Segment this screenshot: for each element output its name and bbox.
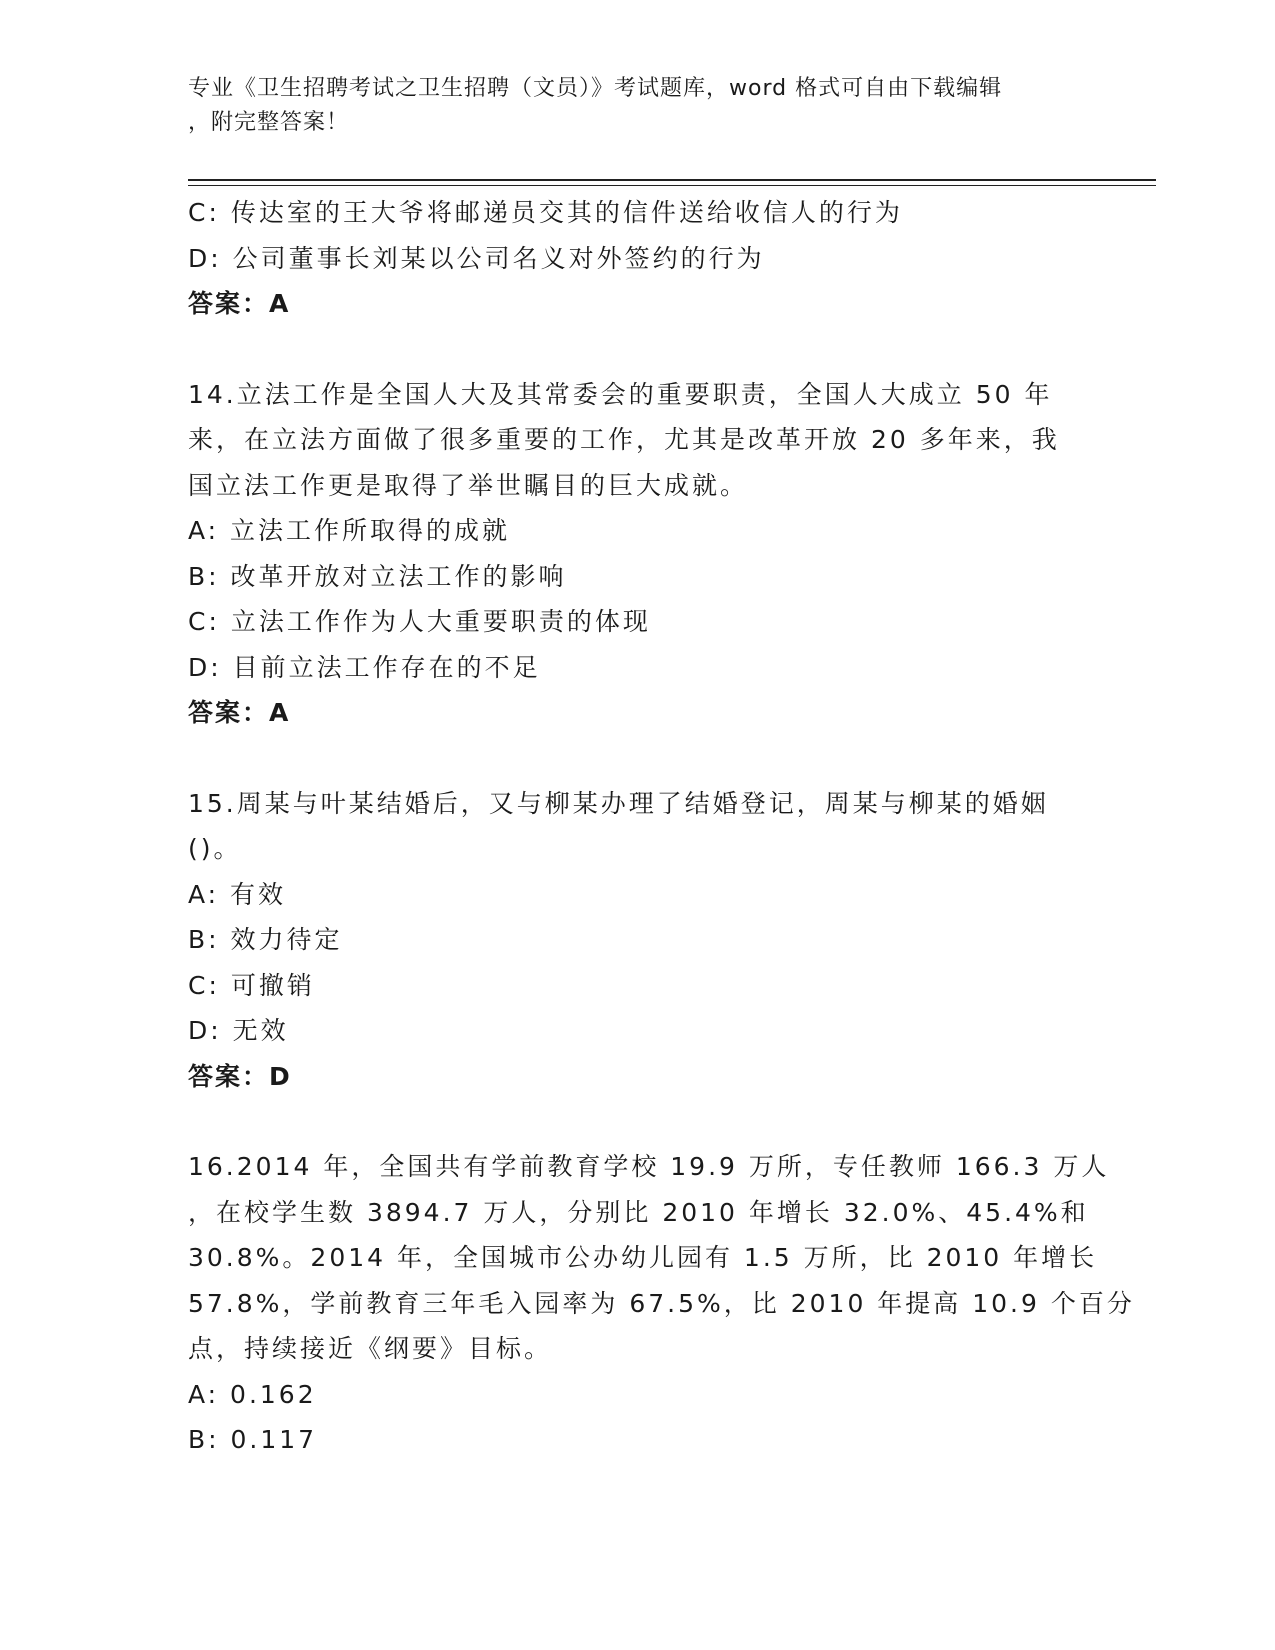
option-a: A: 立法工作所取得的成就	[188, 516, 511, 545]
question-15	[188, 781, 1078, 1100]
question-stem-line: ，在校学生数 3894.7 万人，分别比 2010 年增长 32.0%、45.4%和	[188, 1197, 1089, 1227]
option-b: B: 改革开放对立法工作的影响	[188, 561, 567, 591]
option-d: D: 公司董事长刘某以公司名义对外签约的行为	[188, 243, 765, 273]
option-a: A: 0.162	[188, 1379, 317, 1409]
header-title-line-2: ，附完整答案！	[188, 110, 350, 135]
document-header	[188, 72, 1068, 140]
question-stem-line: 14.立法工作是全国人大及其常委会的重要职责，全国人大成立 50 年	[188, 379, 1053, 409]
option-d: D: 目前立法工作存在的不足	[188, 652, 541, 682]
document-body	[188, 190, 1135, 1463]
question-stem-line: ()。	[188, 834, 242, 863]
question-stem-line: 来，在立法方面做了很多重要的工作，尤其是改革开放 20 多年来，我	[188, 425, 1060, 454]
option-b: B: 效力待定	[188, 925, 343, 954]
question-stem-line: 15.周某与叶某结婚后，又与柳某办理了结婚登记，周某与柳某的婚姻	[188, 788, 1049, 818]
header-divider-thin	[188, 185, 1156, 186]
answer-line: 答案：A	[188, 289, 291, 318]
question-stem	[188, 1144, 1135, 1372]
header-divider-thick	[188, 179, 1156, 181]
spacer	[188, 736, 1078, 781]
option-d: D: 无效	[188, 1016, 289, 1045]
spacer	[188, 327, 1078, 372]
question-stem-line: 57.8%，学前教育三年毛入园率为 67.5%，比 2010 年提高 10.9 个百分	[188, 1288, 1135, 1318]
question-stem-line: 16.2014 年，全国共有学前教育学校 19.9 万所，专任教师 166.3 万人	[188, 1152, 1110, 1181]
question-stem-line: 30.8%。2014 年，全国城市公办幼儿园有 1.5 万所，比 2010 年增长	[188, 1243, 1098, 1272]
question-stem	[188, 781, 1078, 872]
question-stem-line: 国立法工作更是取得了举世瞩目的巨大成就。	[188, 470, 749, 500]
option-c: C: 可撤销	[188, 970, 315, 1000]
option-b: B: 0.117	[188, 1425, 318, 1454]
header-title-line-1: 专业《卫生招聘考试之卫生招聘（文员）》考试题库，word 格式可自由下载编辑	[188, 76, 1003, 101]
question-16	[188, 1144, 1135, 1463]
option-a: A: 有效	[188, 879, 287, 909]
question-stem-line: 点，持续接近《纲要》目标。	[188, 1334, 553, 1363]
answer-line: 答案：A	[188, 698, 291, 727]
option-c: C: 立法工作作为人大重要职责的体现	[188, 607, 651, 636]
question-stem	[188, 372, 1078, 509]
spacer	[188, 1099, 1078, 1144]
answer-line: 答案：D	[188, 1061, 292, 1091]
prev-question	[188, 190, 1078, 327]
option-c: C: 传达室的王大爷将邮递员交其的信件送给收信人的行为	[188, 198, 903, 227]
question-14	[188, 372, 1078, 736]
